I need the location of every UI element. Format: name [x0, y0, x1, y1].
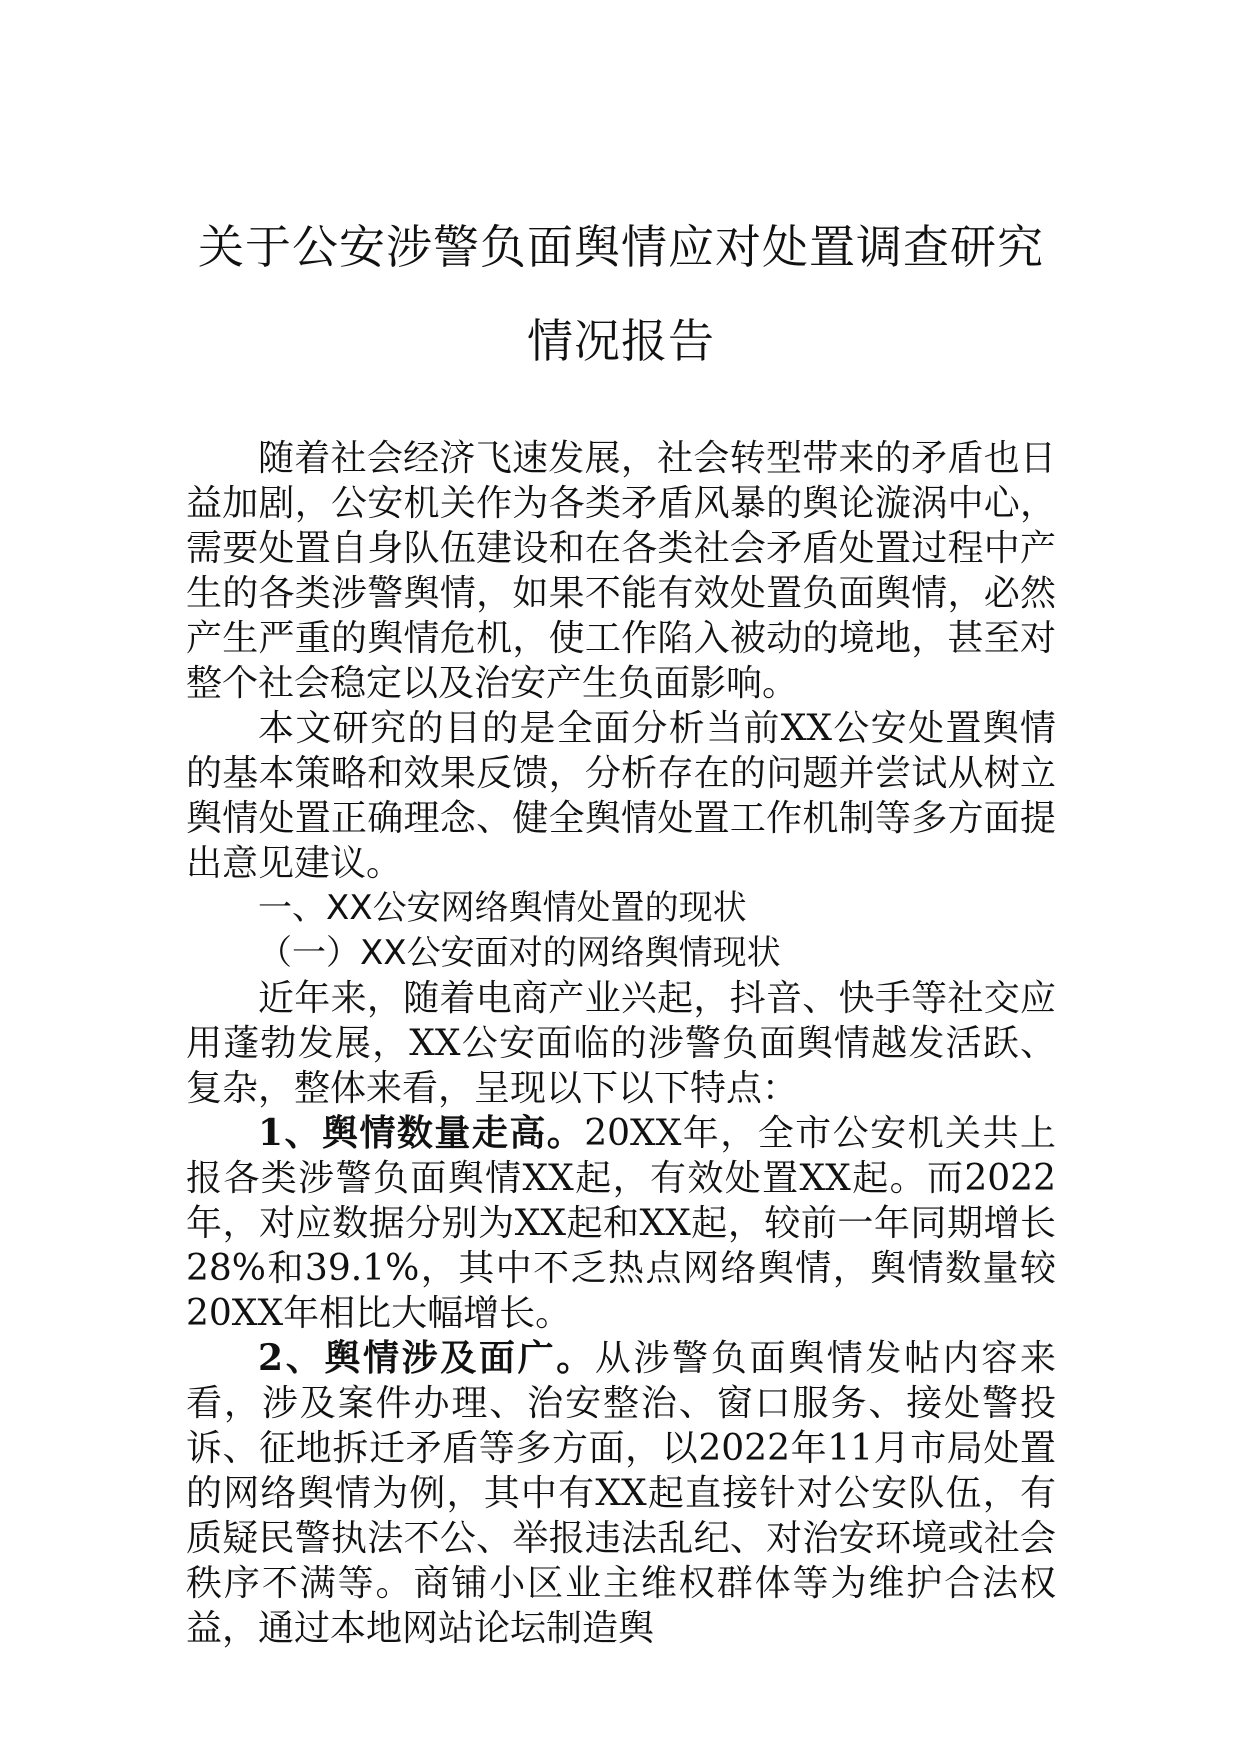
document-page — [186, 200, 1056, 1651]
document-title — [186, 200, 1056, 388]
paragraph-status: 近年来，随着电商产业兴起，抖音、快手等社交应用蓬勃发展，XX公安面临的涉警负面舆情越发活跃、复杂，整体来看，呈现以下以下特点： — [186, 978, 1056, 1109]
paragraph-purpose: 本文研究的目的是全面分析当前XX公安处置舆情的基本策略和效果反馈，分析存在的问题并尝试从树立舆情处置正确理念、健全舆情处置工作机制等多方面提出意见建议。 — [186, 708, 1056, 884]
title-spacer — [186, 388, 1056, 436]
point-1-text: 20XX年，全市公安机关共上报各类涉警负面舆情XX起，有效处置XX起。而2022年，对应数据分别为XX起和XX起，较前一年同期增长28%和39.1%，其中不乏热点网络舆情，舆情数量较20XX年相比大幅增长。 — [186, 1113, 1056, 1334]
title-line-2: 情况报告 — [527, 314, 715, 368]
paragraph-point-1 — [186, 1111, 1056, 1336]
section-heading-1: 一、XX公安网络舆情处置的现状 — [258, 888, 747, 928]
point-2-lead: 2、舆情涉及面广。 — [258, 1337, 595, 1379]
point-1-lead: 1、舆情数量走高。 — [258, 1112, 585, 1154]
paragraph-intro: 随着社会经济飞速发展，社会转型带来的矛盾也日益加剧，公安机关作为各类矛盾风暴的舆论漩涡中心，需要处置自身队伍建设和在各类社会矛盾处置过程中产生的各类涉警舆情，如果不能有效处置负面舆情，必然产生严重的舆情危机，使工作陷入被动的境地，甚至对整个社会稳定以及治安产生负面影响。 — [186, 438, 1056, 704]
point-2-text: 从涉警负面舆情发帖内容来看，涉及案件办理、治安整治、窗口服务、接处警投诉、征地拆迁矛盾等多方面，以2022年11月市局处置的网络舆情为例，其中有XX起直接针对公安队伍，有质疑民警执法不公、举报违法乱纪、对治安环境或社会秩序不满等。商铺小区业主维权群体等为维护合法权益，通过本地网站论坛制造舆 — [186, 1338, 1056, 1649]
paragraph-point-2 — [186, 1336, 1056, 1651]
title-line-1: 关于公安涉警负面舆情应对处置调查研究 — [198, 220, 1044, 274]
subsection-heading-1: （一）XX公安面对的网络舆情现状 — [258, 933, 781, 973]
